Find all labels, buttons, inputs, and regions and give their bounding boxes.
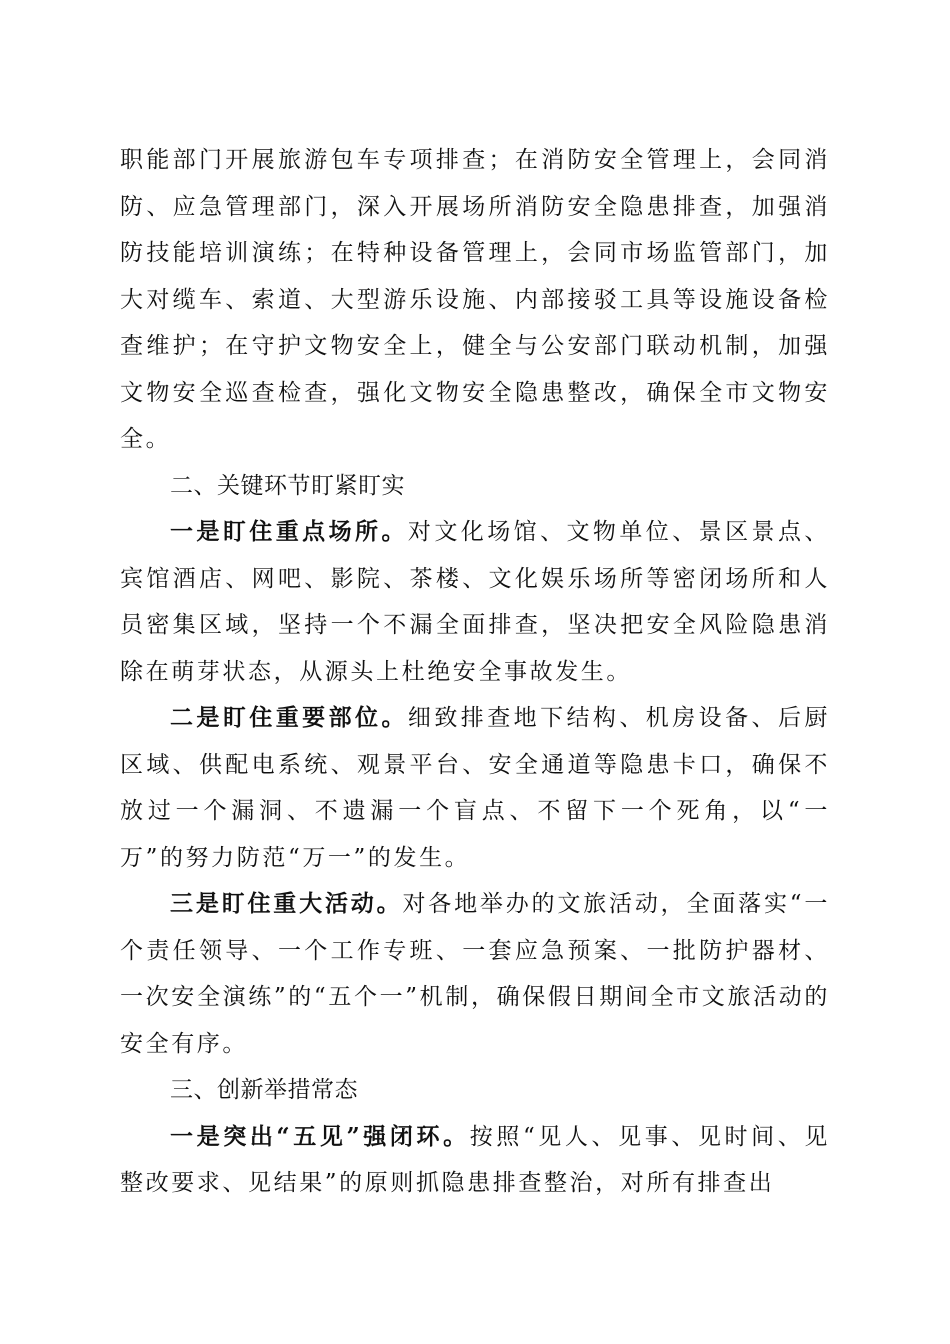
paragraph-major-events (120, 881, 830, 1067)
paragraph-body: 对文化场馆、文物单位、景区景点、宾馆酒店、网吧、影院、茶楼、文化娱乐场所等密闭场所和人员密集区域，坚持一个不漏全面排查，坚决把安全风险隐患消除在萌芽状态，从源头上杜绝安全事故发生。 (120, 519, 830, 685)
paragraph-lead: 一是突出“五见”强闭环。 (170, 1122, 470, 1150)
paragraph-five-sees (120, 1114, 830, 1207)
section-heading-2: 二、关键环节盯紧盯实 (170, 472, 405, 499)
section-heading-3: 三、创新举措常态 (170, 1077, 358, 1103)
paragraph-body: 按照“见人、见事、见时间、见整改要求、见结果”的原则抓隐患排查整治，对所有排查出 (120, 1123, 830, 1196)
paragraph-lead: 三是盯住重大活动。 (170, 890, 403, 917)
paragraph-body: 细致排查地下结构、机房设备、后厨区域、供配电系统、观景平台、安全通道等隐患卡口，确保不放过一个漏洞、不遗漏一个盲点、不留下一个死角，以“一万”的努力防范“万一”的发生。 (120, 705, 830, 871)
intro-paragraph: 职能部门开展旅游包车专项排查；在消防安全管理上，会同消防、应急管理部门，深入开展场所消防安全隐患排查，加强消防技能培训演练；在特种设备管理上，会同市场监管部门，加大对缆车、索道、大型游乐设施、内部接驳工具等设施设备检查维护；在守护文物安全上，健全与公安部门联动机制，加强文物安全巡查检查，强化文物安全隐患整改，确保全市文物安全。 (120, 147, 830, 452)
paragraph-lead: 一是盯住重点场所。 (170, 518, 408, 545)
paragraph-lead: 二是盯住重要部位。 (170, 704, 408, 731)
paragraph-body: 对各地举办的文旅活动，全面落实“一个责任领导、一个工作专班、一套应急预案、一批防护器材、一次安全演练”的“五个一”机制，确保假日期间全市文旅活动的安全有序。 (120, 891, 830, 1057)
paragraph-key-parts (120, 695, 830, 881)
paragraph-key-venues (120, 509, 830, 695)
document-body (120, 137, 830, 1207)
